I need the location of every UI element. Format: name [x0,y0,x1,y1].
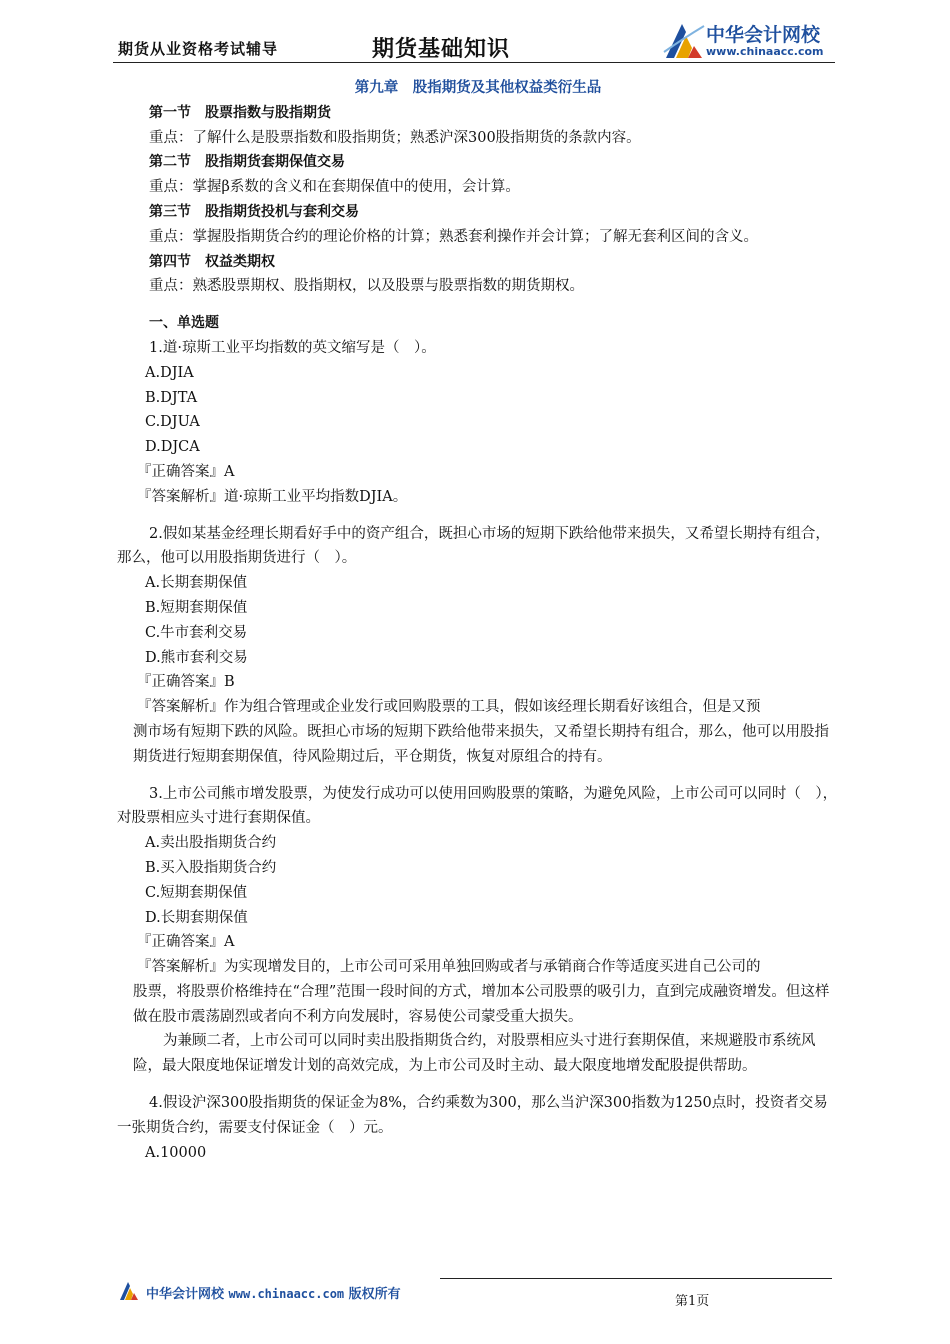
question-2-option-c: C.牛市套利交易 [145,624,248,641]
chinaacc-logo [662,18,842,64]
question-stem-2: 2.假如某基金经理长期看好手中的资产组合，既担心市场的短期下跌给他带来损失，又希望长期持有组合，那么，他可以用股指期货进行（ ）。 [117,525,830,567]
section-title-4: 第四节 权益类期权 [149,253,275,270]
logo-mark-icon [662,18,706,62]
question-1-option-a: A.DJIA [145,364,194,381]
section-key-1: 重点：了解什么是股票指数和股指期货；熟悉沪深300股指期货的条款内容。 [149,129,641,146]
header-divider [113,62,835,63]
section-key-4: 重点：熟悉股票期权、股指期权，以及股票与股票指数的期货期权。 [149,278,584,295]
question-2-explanation-cont: 测市场有短期下跌的风险。既担心市场的短期下跌给他带来损失，又希望长期持有组合，那么，他可以用股指期货进行短期套期保值，待风险期过后，平仓期货，恢复对原组合的持有。 [133,723,829,765]
question-2-option-b: B.短期套期保值 [145,599,248,616]
logo-brand-name: 中华会计网校 [706,24,821,46]
question-1-option-c: C.DJUA [145,414,200,431]
question-2-explanation: 『答案解析』作为组合管理或企业发行或回购股票的工具，假如该经理长期看好该组合，但是又预 [137,699,761,716]
question-1-answer: 『正确答案』A [137,463,235,480]
chapter-title: 第九章 股指期货及其他权益类衍生品 [354,80,602,96]
section-title-1: 第一节 股票指数与股指期货 [149,104,331,121]
question-3-explanation-cont: 股票，将股票价格维持在“合理”范围一段时间的方式，增加本公司股票的吸引力，直到完成融资增发。但这样做在股市震荡剧烈或者向不利方向发展时，容易使公司蒙受重大损失。 [133,983,830,1025]
page-number: 第1页 [675,1294,710,1309]
question-2-answer: 『正确答案』B [137,674,235,691]
footer-brand: 中华会计网校 [146,1287,225,1302]
question-3-option-b: B.买入股指期货合约 [145,859,277,876]
footer-divider [440,1278,832,1279]
footer-copyright [146,1283,401,1302]
question-1-option-b: B.DJTA [145,389,198,406]
question-stem-1: 1.道·琼斯工业平均指数的英文缩写是（ ）。 [149,339,436,356]
question-3-answer: 『正确答案』A [137,934,235,951]
section-title-3: 第三节 股指期货投机与套利交易 [149,203,359,220]
section-title-2: 第二节 股指期货套期保值交易 [149,154,345,171]
header-exam-label: 期货从业资格考试辅导 [118,40,279,58]
question-3-explanation: 『答案解析』为实现增发目的，上市公司可采用单独回购或者与承销商合作等适度买进自己公司的 [137,959,761,976]
question-3-option-c: C.短期套期保值 [145,884,248,901]
header-subject-title: 期货基础知识 [372,37,511,62]
section-key-2: 重点：掌握β系数的含义和在套期保值中的使用，会计算。 [149,179,520,196]
question-2-option-d: D.熊市套利交易 [145,649,248,666]
question-4-option-a: A.10000 [145,1144,207,1161]
question-3-explanation-para2: 为兼顾二者，上市公司可以同时卖出股指期货合约，对股票相应头寸进行套期保值，来规避股市系统风险，最大限度地保证增发计划的高效完成，为上市公司及时主动、最大限度地增发配股提供帮助。 [133,1033,816,1075]
question-1-explanation: 『答案解析』道·琼斯工业平均指数DJIA。 [137,488,408,505]
question-stem-3: 3.上市公司熊市增发股票，为使发行成功可以使用回购股票的策略，为避免风险，上市公司可以同时（ ），对股票相应头寸进行套期保值。 [117,785,838,827]
footer-rights: 版权所有 [348,1287,401,1302]
section-key-3: 重点：掌握股指期货合约的理论价格的计算；熟悉套利操作并会计算；了解无套利区间的含义。 [149,228,758,245]
logo-url: www.chinaacc.com [706,45,824,58]
question-2-option-a: A.长期套期保值 [145,575,248,592]
footer-logo-icon [118,1278,140,1302]
question-stem-4: 4.假设沪深300股指期货的保证金为8%，合约乘数为300，那么当沪深300指数为1250点时，投资者交易一张期货合约，需要支付保证金（ ）元。 [117,1095,828,1136]
question-3-option-d: D.长期套期保值 [145,909,248,926]
question-1-option-d: D.DJCA [145,439,200,456]
question-3-option-a: A.卖出股指期货合约 [145,835,277,852]
document-body [117,76,839,1165]
footer-url[interactable]: www.chinaacc.com [228,1287,345,1301]
question-type-heading: 一、单选题 [149,315,219,332]
